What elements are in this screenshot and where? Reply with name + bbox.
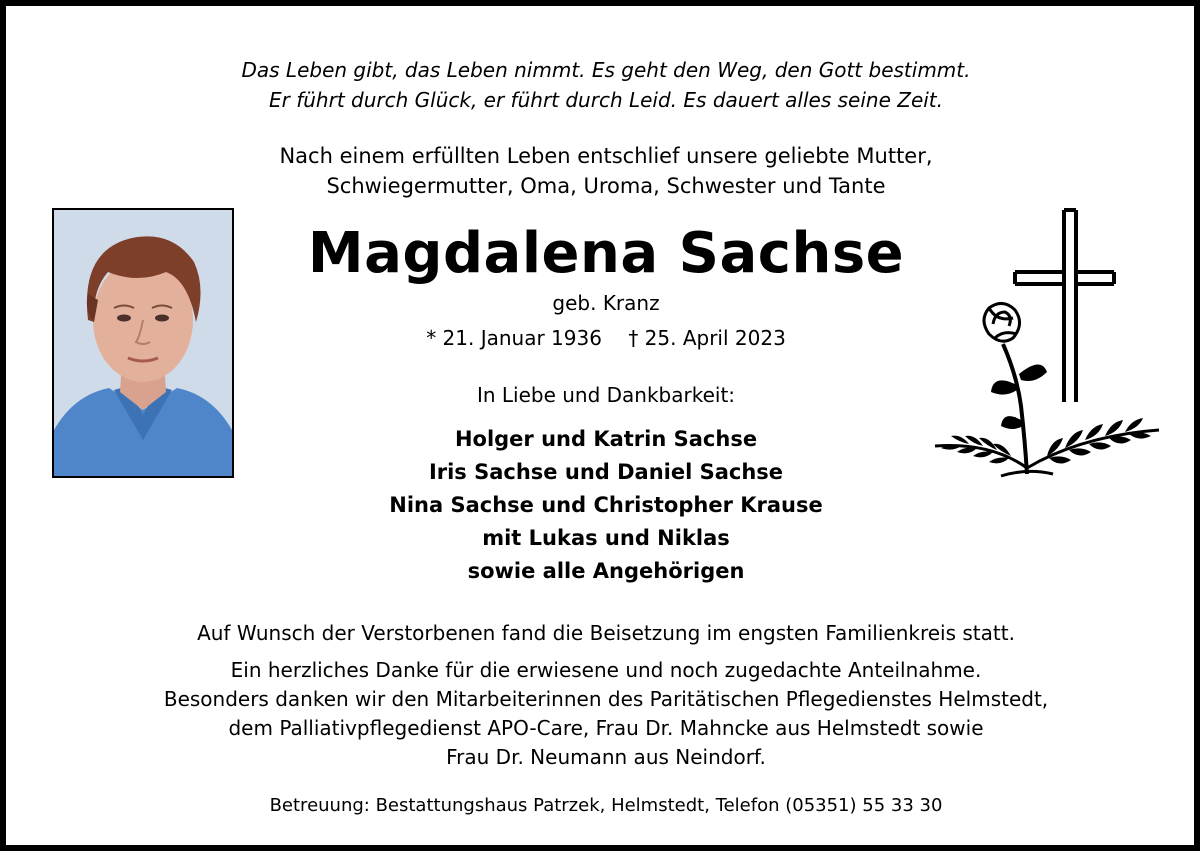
- deceased-name: Magdalena Sachse: [307, 221, 905, 286]
- mourner-line: Holger und Katrin Sachse: [454, 427, 758, 451]
- gratitude-text: [6, 656, 1200, 772]
- death-date: † 25. April 2023: [628, 326, 786, 350]
- intro-text: [6, 141, 1200, 201]
- verse-line: Er führt durch Glück, er führt durch Leid. Es dauert alles seine Zeit.: [268, 88, 943, 112]
- gratitude-line: dem Palliativpflegedienst APO-Care, Frau Dr. Mahncke aus Helmstedt sowie: [228, 716, 984, 740]
- intro-line: Schwiegermutter, Oma, Uroma, Schwester und Tante: [326, 174, 886, 198]
- birth-name: geb. Kranz: [552, 291, 660, 315]
- intro-line: Nach einem erfüllten Leben entschlief unsere geliebte Mutter,: [279, 144, 933, 168]
- birth-date: * 21. Januar 1936: [426, 326, 602, 350]
- mourner-line: Iris Sachse und Daniel Sachse: [428, 460, 784, 484]
- opening-verse: [6, 55, 1200, 115]
- gratitude-line: Frau Dr. Neumann aus Neindorf.: [446, 745, 766, 769]
- mourners-intro: In Liebe und Dankbarkeit:: [476, 383, 736, 407]
- funeral-home-footer: Betreuung: Bestattungshaus Patrzek, Helmstedt, Telefon (05351) 55 33 30: [269, 795, 943, 816]
- mourner-line: Nina Sachse und Christopher Krause: [389, 493, 823, 517]
- gratitude-line: Ein herzliches Danke für die erwiesene und noch zugedachte Anteilnahme.: [230, 658, 982, 682]
- mourners-list: [6, 423, 1200, 588]
- burial-notice: Auf Wunsch der Verstorbenen fand die Beisetzung im engsten Familienkreis statt.: [197, 621, 1015, 645]
- mourner-line: mit Lukas und Niklas: [482, 526, 730, 550]
- gratitude-line: Besonders danken wir den Mitarbeiterinnen des Paritätischen Pflegedienstes Helmstedt,: [163, 687, 1049, 711]
- verse-line: Das Leben gibt, das Leben nimmt. Es geht den Weg, den Gott bestimmt.: [241, 58, 971, 82]
- mourner-line: sowie alle Angehörigen: [467, 559, 745, 583]
